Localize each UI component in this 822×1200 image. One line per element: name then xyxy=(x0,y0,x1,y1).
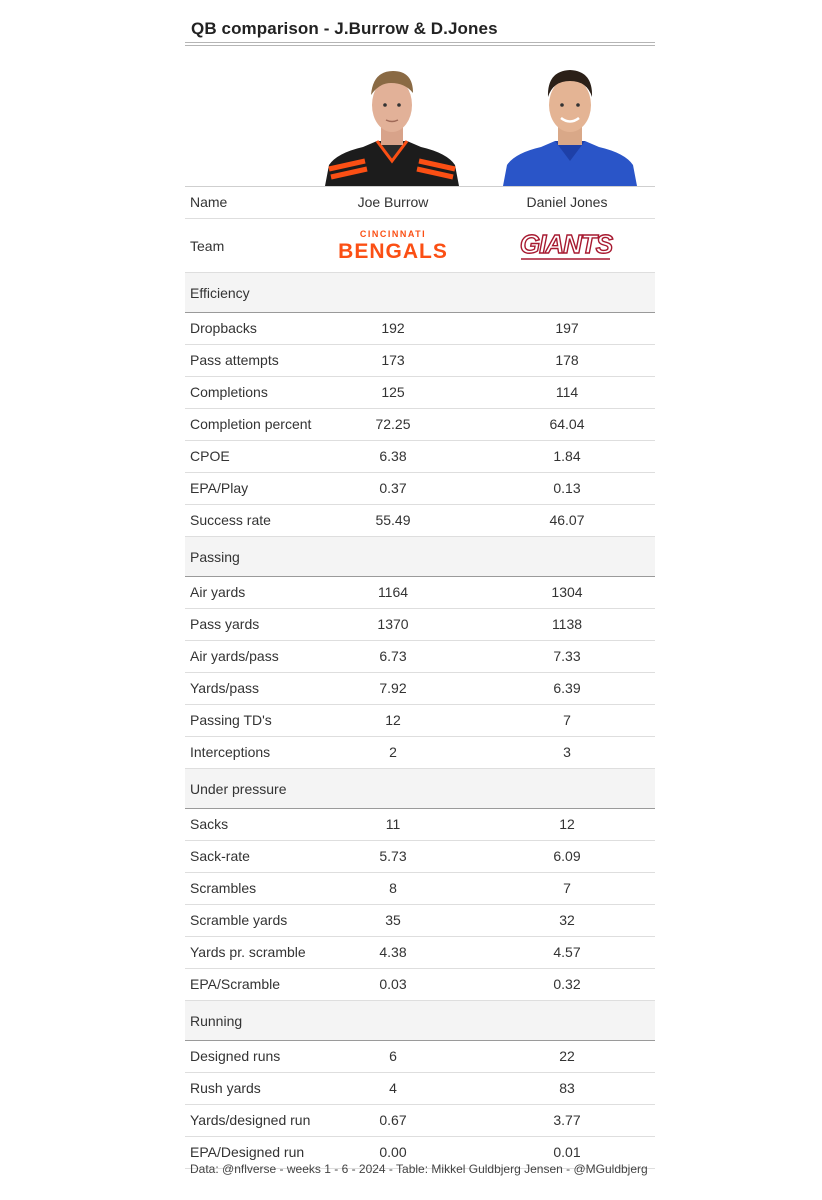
group-title: Under pressure xyxy=(190,781,287,797)
stat-label: EPA/Designed run xyxy=(190,1144,305,1160)
burrow-value: 125 xyxy=(381,384,405,400)
jones-name: Daniel Jones xyxy=(526,194,608,210)
burrow-value: 0.00 xyxy=(379,1144,407,1160)
stat-row xyxy=(185,473,655,505)
jones-value: 3.77 xyxy=(553,1112,581,1128)
jones-value: 114 xyxy=(555,384,579,400)
stat-row xyxy=(185,609,655,641)
giants-logo xyxy=(518,226,616,262)
stat-row xyxy=(185,873,655,905)
stat-row xyxy=(185,705,655,737)
stat-row xyxy=(185,673,655,705)
row-name xyxy=(185,187,655,219)
burrow-value: 6.38 xyxy=(379,448,407,464)
stat-label: Completions xyxy=(190,384,268,400)
stat-row xyxy=(185,641,655,673)
jones-value: 1.84 xyxy=(553,448,581,464)
stat-label: Completion percent xyxy=(190,416,312,432)
stat-row xyxy=(185,969,655,1001)
group-title: Passing xyxy=(190,549,240,565)
burrow-value: 6 xyxy=(389,1048,397,1064)
burrow-value: 192 xyxy=(381,320,405,336)
jones-value: 83 xyxy=(559,1080,575,1096)
stat-row xyxy=(185,505,655,537)
jones-value: 4.57 xyxy=(553,944,581,960)
table-body xyxy=(185,187,655,1169)
stat-label: Scramble yards xyxy=(190,912,288,928)
stat-label: Air yards xyxy=(190,584,246,600)
group-header-efficiency xyxy=(185,273,655,313)
burrow-value: 4 xyxy=(389,1080,397,1096)
jones-value: 6.39 xyxy=(553,680,581,696)
group-header-under-pressure xyxy=(185,769,655,809)
burrow-value: 2 xyxy=(389,744,397,760)
stat-row xyxy=(185,905,655,937)
stat-row xyxy=(185,345,655,377)
bengals-logo-top: CINCINNATI xyxy=(359,229,427,239)
burrow-value: 55.49 xyxy=(375,512,411,528)
burrow-value: 0.67 xyxy=(379,1112,407,1128)
stat-row xyxy=(185,841,655,873)
jones-value: 0.01 xyxy=(553,1144,581,1160)
burrow-value: 1370 xyxy=(377,616,409,632)
stat-label: Yards pr. scramble xyxy=(190,944,306,960)
jones-value: 3 xyxy=(563,744,571,760)
stat-label: Sacks xyxy=(190,816,229,832)
burrow-value: 12 xyxy=(385,712,401,728)
burrow-value: 35 xyxy=(385,912,401,928)
stat-label: Pass yards xyxy=(190,616,260,632)
burrow-value: 0.37 xyxy=(379,480,407,496)
burrow-value: 0.03 xyxy=(379,976,407,992)
burrow-value: 4.38 xyxy=(379,944,407,960)
stat-row xyxy=(185,313,655,345)
stat-row xyxy=(185,1041,655,1073)
stat-row xyxy=(185,1105,655,1137)
stat-label: Interceptions xyxy=(190,744,271,760)
stat-label: Rush yards xyxy=(190,1080,261,1096)
burrow-value: 5.73 xyxy=(379,848,407,864)
burrow-value: 11 xyxy=(385,816,401,832)
stat-row xyxy=(185,809,655,841)
burrow-value: 8 xyxy=(389,880,397,896)
stat-row xyxy=(185,377,655,409)
jones-value: 22 xyxy=(559,1048,575,1064)
stat-row xyxy=(185,937,655,969)
jones-value: 178 xyxy=(555,352,579,368)
stat-label: Sack-rate xyxy=(190,848,250,864)
group-title: Efficiency xyxy=(190,285,250,301)
jones-value: 7.33 xyxy=(553,648,581,664)
stat-label: Dropbacks xyxy=(190,320,257,336)
burrow-value: 1164 xyxy=(377,584,409,600)
stat-label: Designed runs xyxy=(190,1048,281,1064)
stat-label: EPA/Play xyxy=(190,480,249,496)
jones-value: 6.09 xyxy=(553,848,581,864)
player-photos xyxy=(185,47,655,186)
bengals-logo-main: BENGALS xyxy=(338,240,448,261)
burrow-value: 173 xyxy=(381,352,405,368)
stat-label: Passing TD's xyxy=(190,712,272,728)
row-team xyxy=(185,219,655,273)
jones-value: 0.32 xyxy=(553,976,581,992)
stat-row xyxy=(185,1073,655,1105)
burrow-photo xyxy=(325,65,459,186)
jones-photo xyxy=(503,65,637,186)
group-header-passing xyxy=(185,537,655,577)
title-rule xyxy=(185,42,655,43)
stat-label: Yards/designed run xyxy=(190,1112,311,1128)
burrow-value: 6.73 xyxy=(379,648,407,664)
jones-value: 32 xyxy=(559,912,575,928)
jones-value: 7 xyxy=(563,880,571,896)
jones-value: 1304 xyxy=(551,584,583,600)
row-label: Name xyxy=(190,194,228,210)
burrow-value: 72.25 xyxy=(375,416,411,432)
stat-label: Pass attempts xyxy=(190,352,279,368)
group-header-running xyxy=(185,1001,655,1041)
jones-value: 64.04 xyxy=(549,416,585,432)
burrow-value: 7.92 xyxy=(379,680,407,696)
stat-label: CPOE xyxy=(190,448,230,464)
stat-label: Air yards/pass xyxy=(190,648,279,664)
stat-label: EPA/Scramble xyxy=(190,976,280,992)
bengals-logo xyxy=(317,227,469,261)
burrow-name: Joe Burrow xyxy=(357,194,429,210)
jones-value: 1138 xyxy=(551,616,583,632)
stat-label: Success rate xyxy=(190,512,271,528)
row-label: Team xyxy=(190,238,225,254)
stat-label: Yards/pass xyxy=(190,680,259,696)
jones-value: 12 xyxy=(559,816,575,832)
giants-logo-text: GIANTS xyxy=(519,229,613,259)
jones-value: 7 xyxy=(563,712,571,728)
title-rule-2 xyxy=(185,45,655,46)
stat-row xyxy=(185,409,655,441)
jones-value: 0.13 xyxy=(553,480,581,496)
stat-label: Scrambles xyxy=(190,880,257,896)
stat-row xyxy=(185,737,655,769)
jones-value: 197 xyxy=(555,320,579,336)
stat-row xyxy=(185,577,655,609)
group-title: Running xyxy=(190,1013,243,1029)
footer-credit: Data: @nflverse - weeks 1 - 6 - 2024 - Table: Mikkel Guldbjerg Jensen - @MGuldbjerg xyxy=(190,1162,648,1176)
table-title: QB comparison - J.Burrow & D.Jones xyxy=(191,19,498,38)
jones-value: 46.07 xyxy=(549,512,585,528)
stat-row xyxy=(185,441,655,473)
